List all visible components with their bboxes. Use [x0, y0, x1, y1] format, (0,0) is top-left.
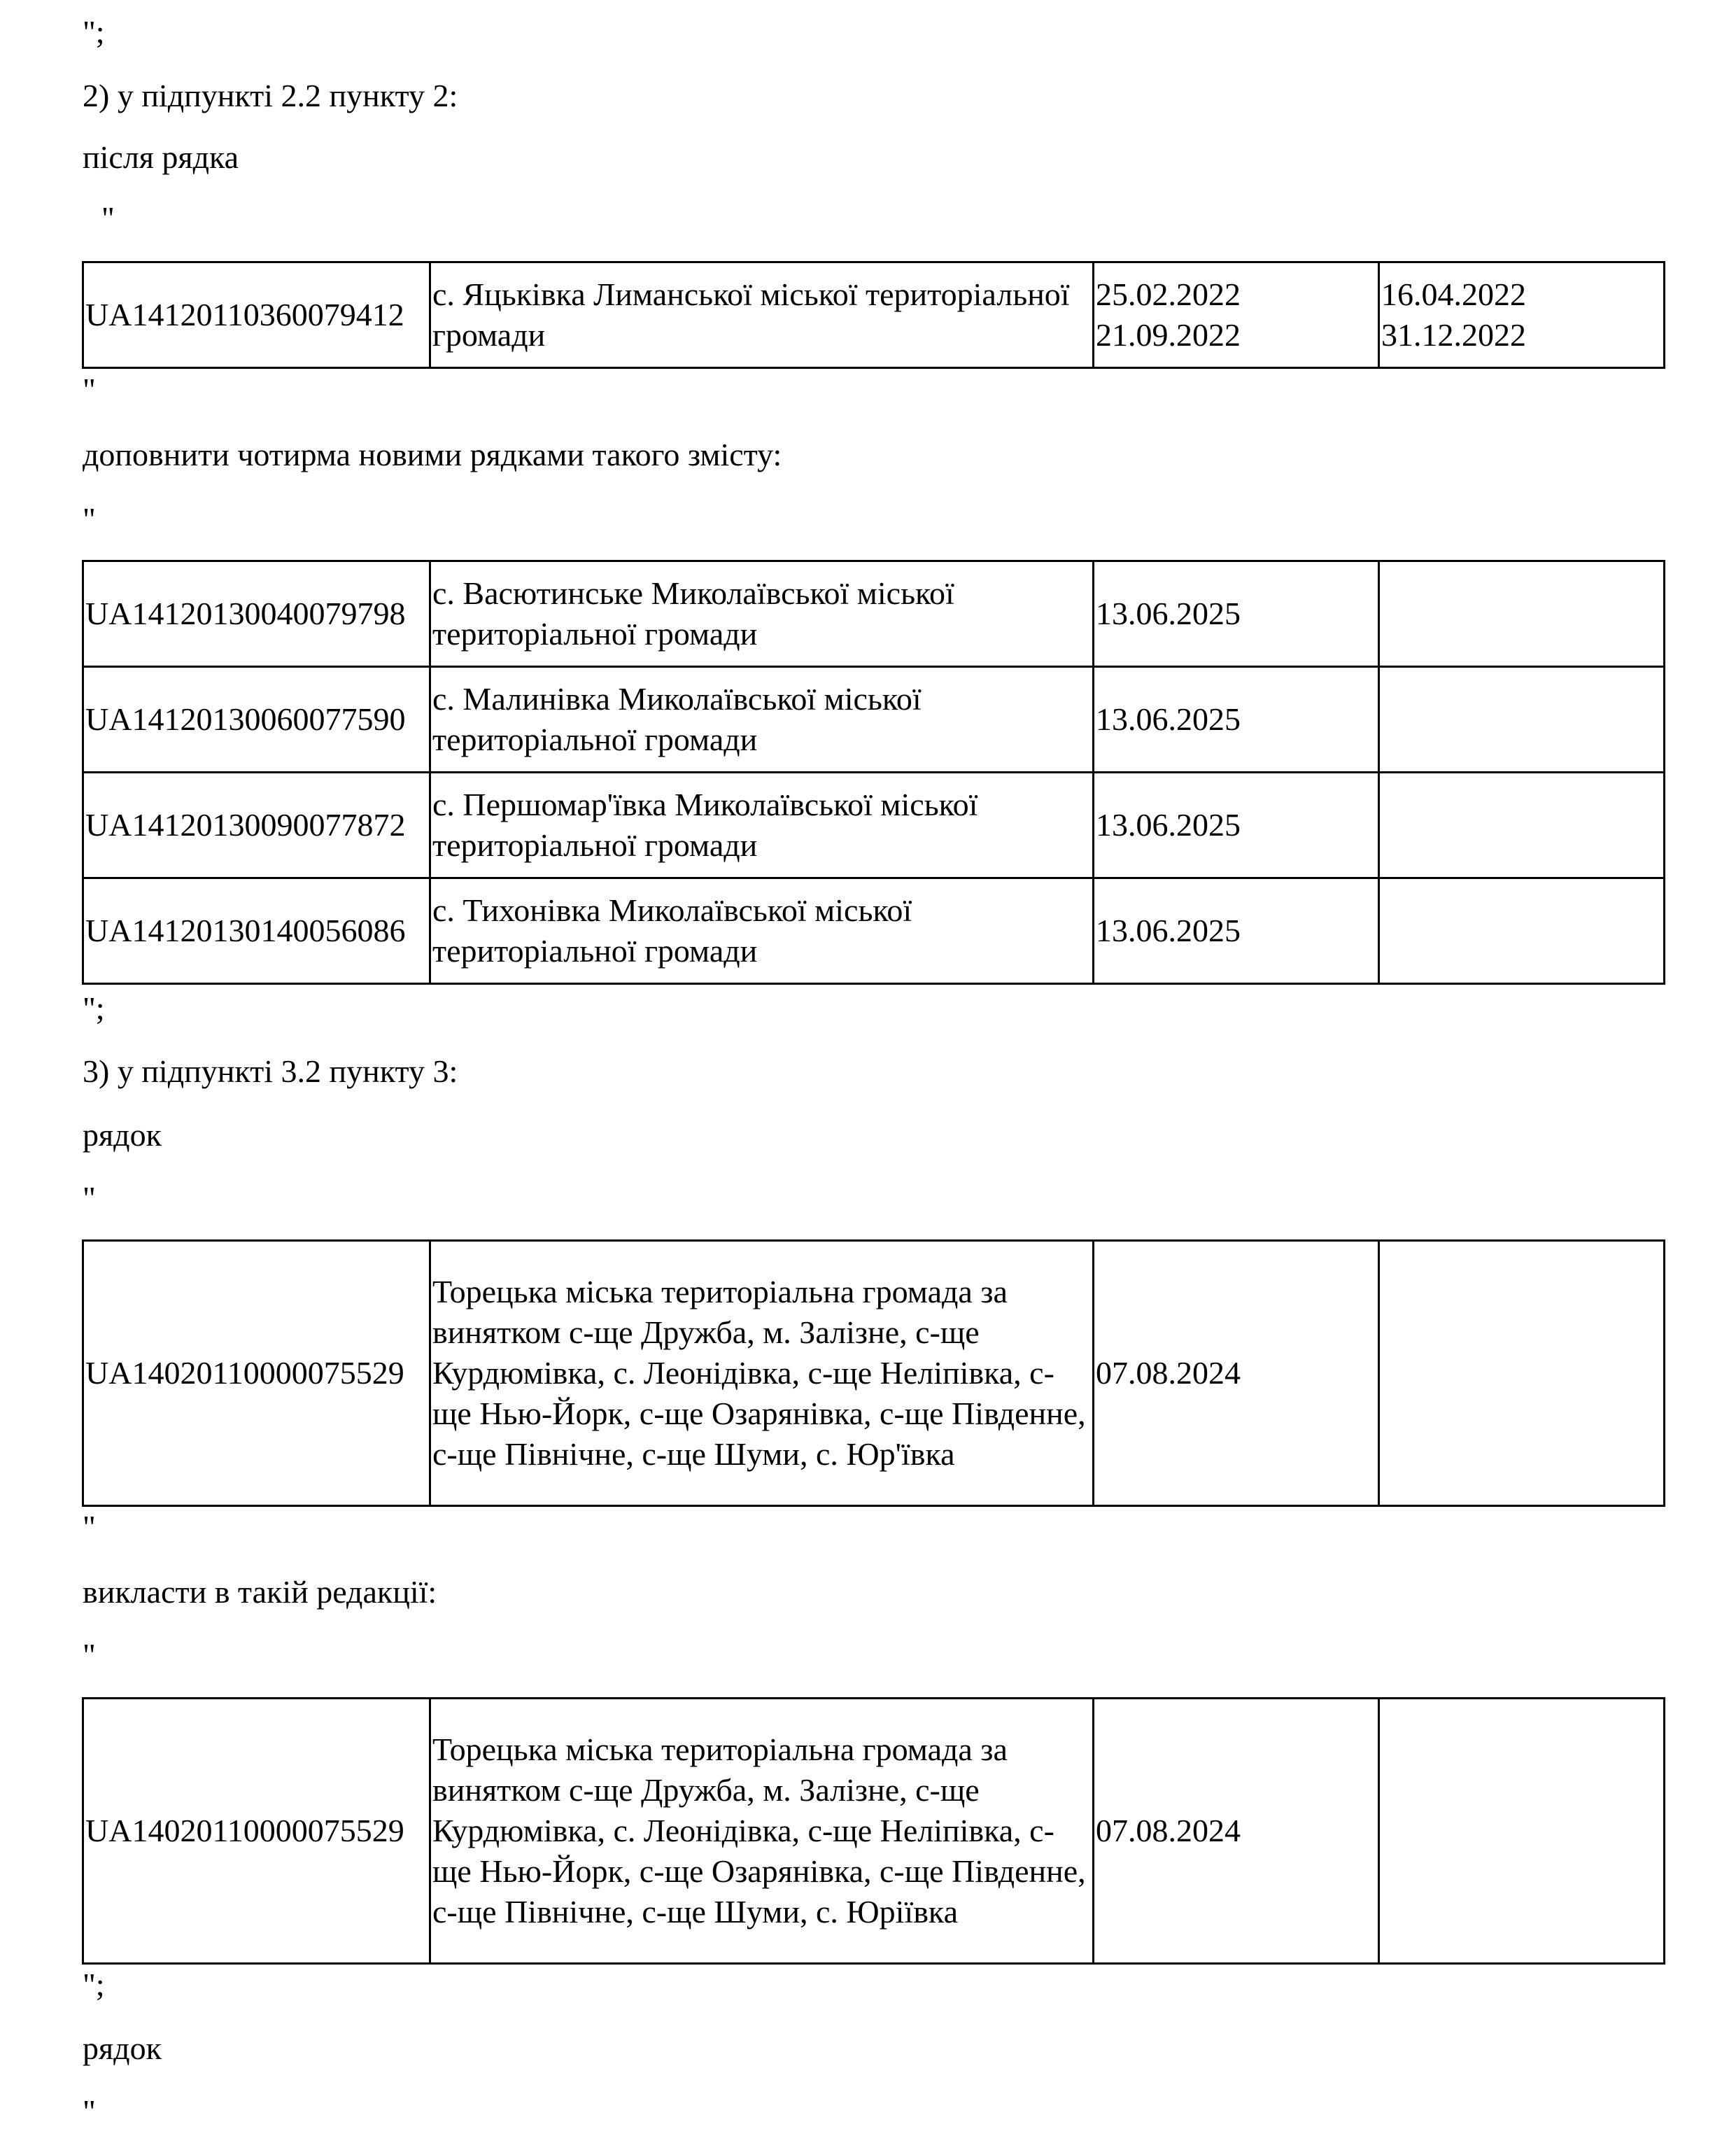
settlement-name: с. Яцьківка Лиманської міської територіальної громади: [430, 262, 1094, 368]
closing-quote: ";: [83, 1967, 105, 2002]
start-date: 13.06.2025: [1094, 667, 1379, 773]
start-date: 07.08.2024: [1094, 1699, 1379, 1964]
opening-quote: ": [83, 2093, 96, 2129]
table-row-new: [82, 1697, 1665, 1965]
settlement-name: Торецька міська територіальна громада за винятком с-ще Дружба, м. Залізне, с-ще Курдюмівка, с. Леонідівка, с-ще Неліпівка, с-ще Нью-Йорк, с-ще Озарянівка, с-ще Південне, с-ще Північне, с-ще Шуми, с. Юріївка: [430, 1699, 1094, 1964]
row-label: рядок: [83, 2030, 162, 2066]
after-row-label: після рядка: [83, 139, 239, 175]
table-row: [83, 262, 1665, 368]
table-row: [83, 1699, 1665, 1964]
opening-quote: ": [83, 501, 96, 537]
settlement-code: UA14120130140056086: [83, 878, 430, 984]
settlement-code: UA14020110000075529: [83, 1241, 430, 1506]
end-date: [1379, 878, 1665, 984]
set-forth-label: викласти в такій редакції:: [83, 1574, 437, 1610]
end-date: [1379, 1699, 1665, 1964]
settlement-code: UA14120130040079798: [83, 561, 430, 667]
settlement-code: UA14120110360079412: [83, 262, 430, 368]
settlement-code: UA14120130090077872: [83, 773, 430, 878]
settlement-name: с. Тихонівка Миколаївської міської територіальної громади: [430, 878, 1094, 984]
opening-quote: ": [83, 1180, 96, 1216]
start-date: 07.08.2024: [1094, 1241, 1379, 1506]
table-row: [83, 667, 1665, 773]
end-date: [1379, 667, 1665, 773]
settlement-name: с. Васютинське Миколаївської міської територіальної громади: [430, 561, 1094, 667]
settlement-code: UA14120130060077590: [83, 667, 430, 773]
closing-quote: ": [83, 372, 96, 407]
end-date: [1379, 1241, 1665, 1506]
end-date: 16.04.2022 31.12.2022: [1379, 262, 1665, 368]
start-date: 13.06.2025: [1094, 773, 1379, 878]
settlement-name: с. Малинівка Миколаївської міської територіальної громади: [430, 667, 1094, 773]
row-label: рядок: [83, 1117, 162, 1153]
start-date: 13.06.2025: [1094, 878, 1379, 984]
end-date: [1379, 561, 1665, 667]
add-rows-label: доповнити чотирма новими рядками такого змісту:: [83, 437, 782, 472]
settlement-code: UA14020110000075529: [83, 1699, 430, 1964]
opening-quote: ": [83, 1637, 96, 1673]
closing-quote: ";: [83, 14, 105, 50]
table-row: [83, 878, 1665, 984]
item-2-heading: 2) у підпункті 2.2 пункту 2:: [83, 78, 458, 113]
table-row: [83, 1241, 1665, 1506]
table-after-row: [82, 261, 1665, 369]
settlement-name: Торецька міська територіальна громада за винятком с-ще Дружба, м. Залізне, с-ще Курдюмівка, с. Леонідівка, с-ще Неліпівка, с-ще Нью-Йорк, с-ще Озарянівка, с-ще Південне, с-ще Північне, с-ще Шуми, с. Юр'ївка: [430, 1241, 1094, 1506]
closing-quote: ": [83, 1509, 96, 1545]
table-new-rows: [82, 560, 1665, 985]
closing-quote: ";: [83, 990, 105, 1026]
table-row: [83, 773, 1665, 878]
opening-quote: ": [101, 200, 115, 236]
item-3-heading: 3) у підпункті 3.2 пункту 3:: [83, 1053, 458, 1089]
start-date: 13.06.2025: [1094, 561, 1379, 667]
end-date: [1379, 773, 1665, 878]
table-row-old: [82, 1239, 1665, 1507]
table-row: [83, 561, 1665, 667]
start-date: 25.02.2022 21.09.2022: [1094, 262, 1379, 368]
settlement-name: с. Першомар'ївка Миколаївської міської територіальної громади: [430, 773, 1094, 878]
